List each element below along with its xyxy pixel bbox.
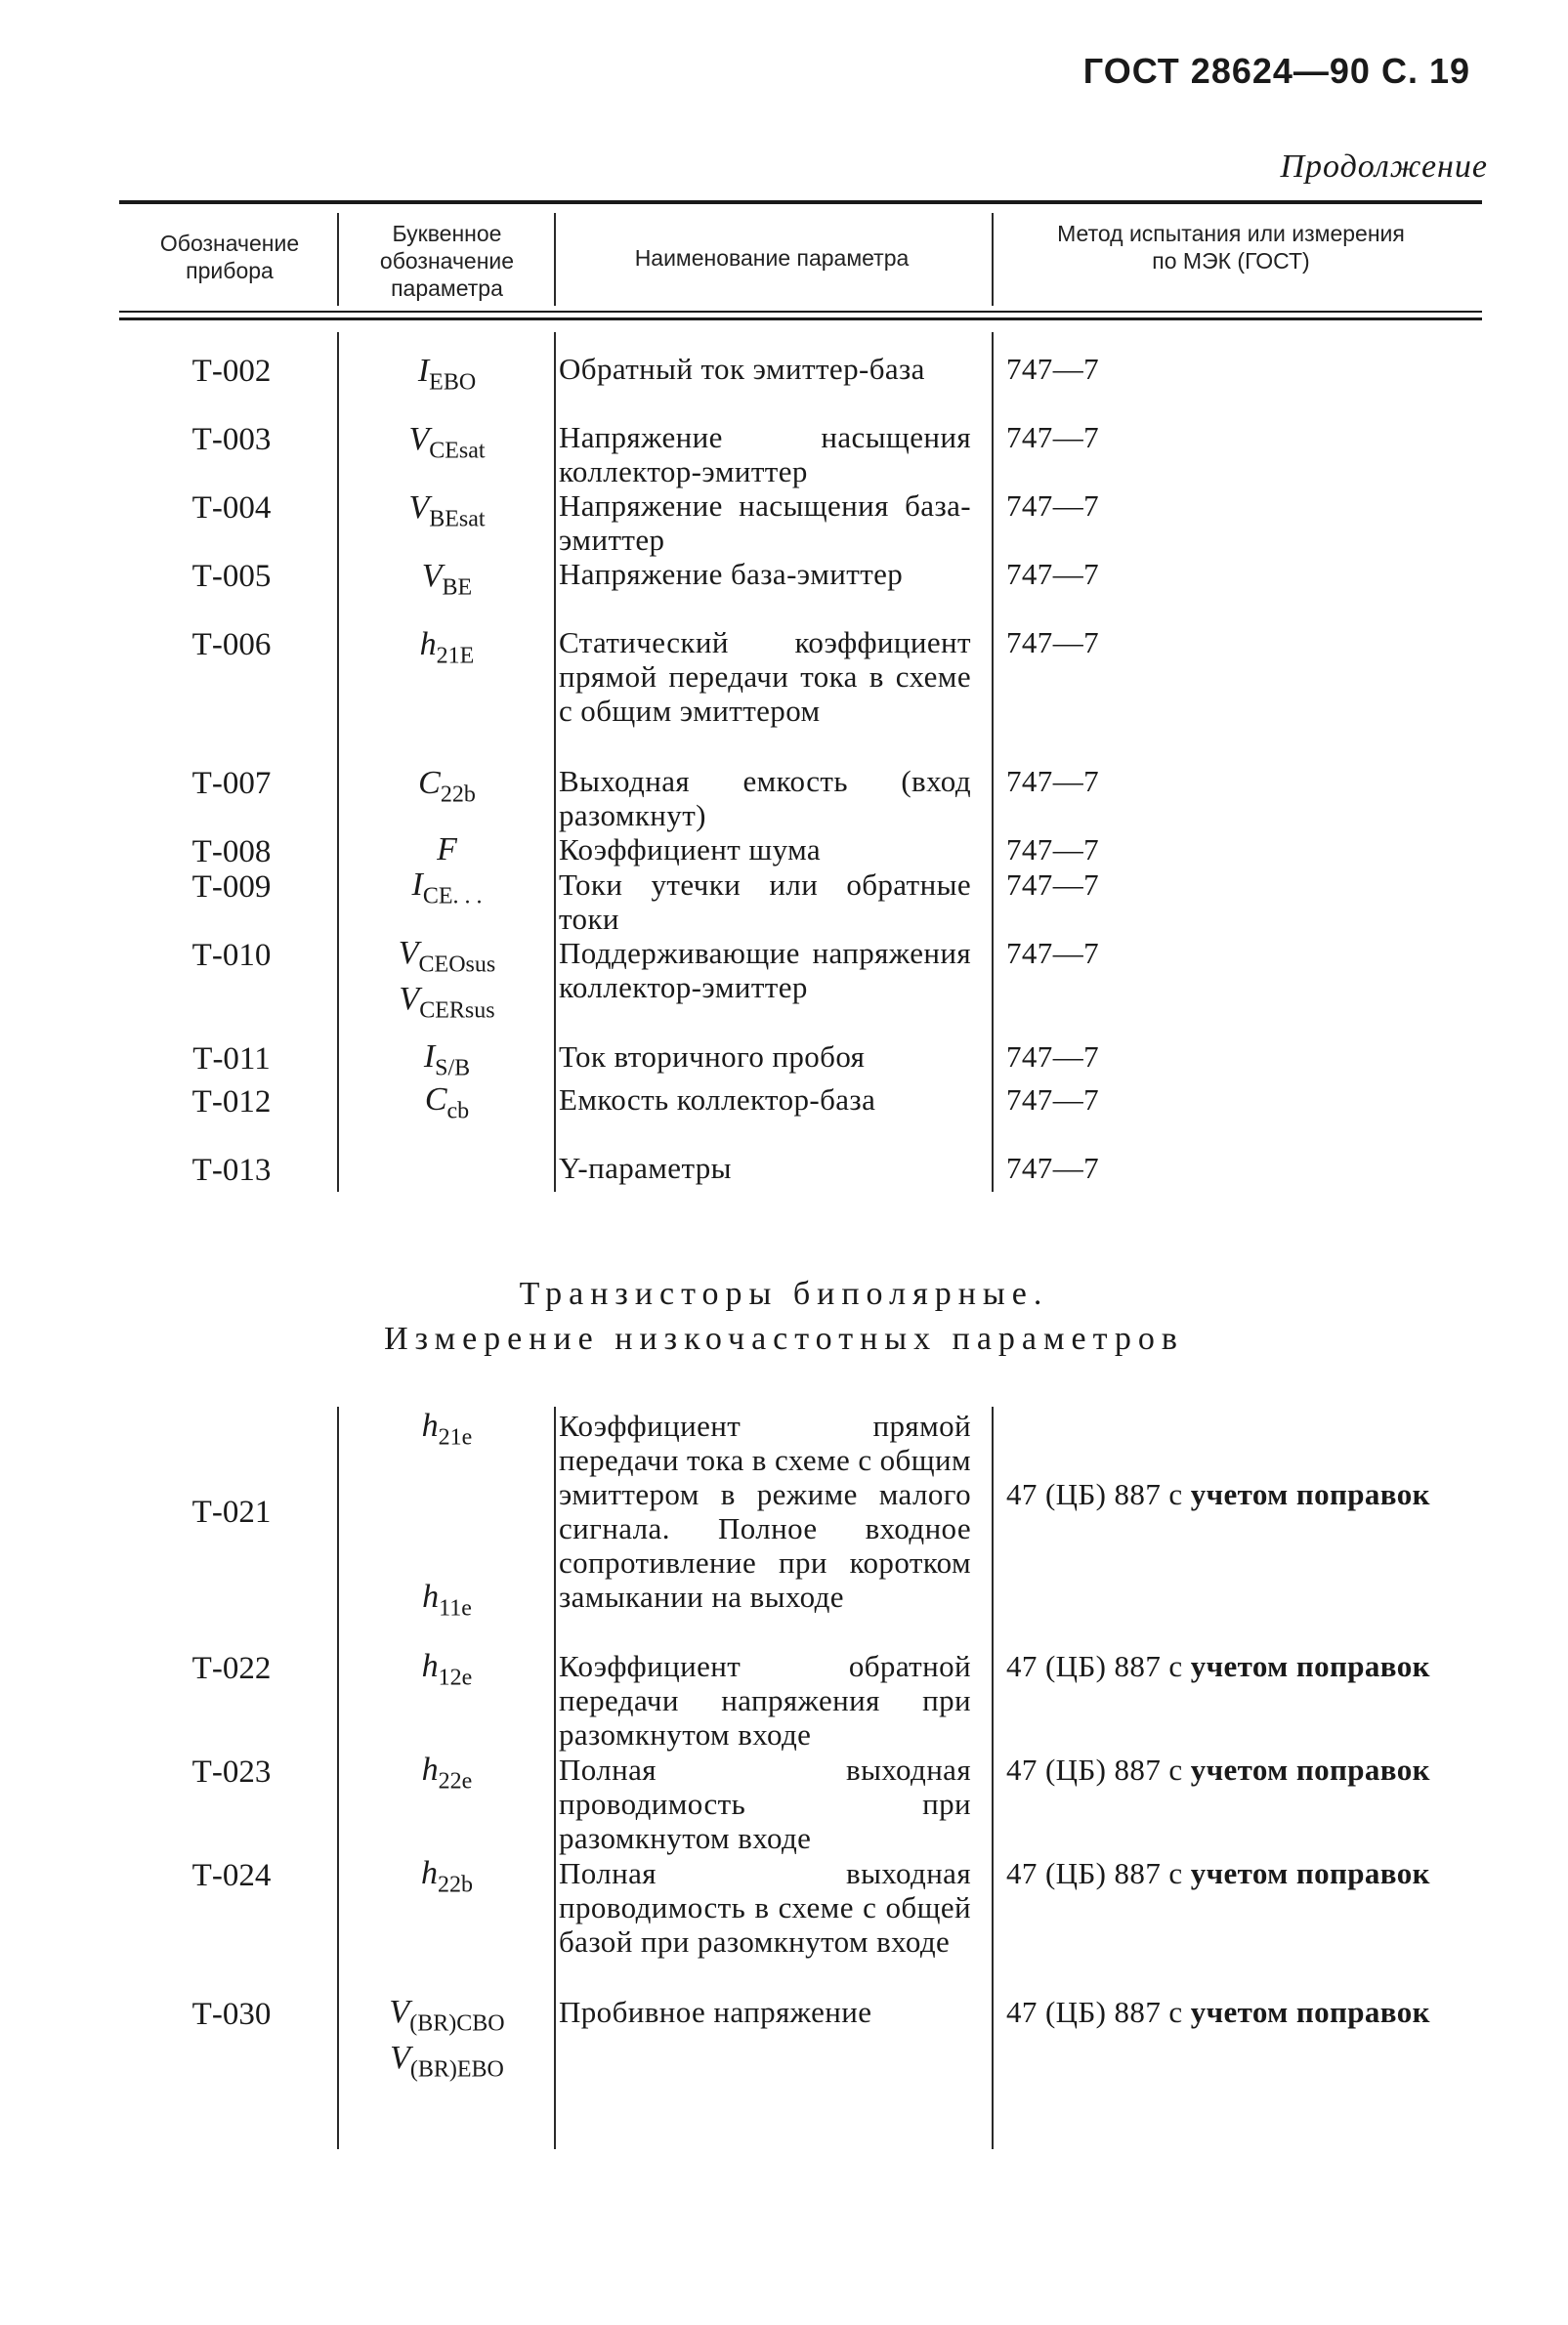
test-method: 747—7 (1006, 420, 1099, 454)
test-method: 747—7 (1006, 625, 1099, 659)
test-method: 747—7 (1006, 832, 1099, 867)
symbol-letter: V (421, 558, 443, 594)
section-title: Транзисторы биполярные. (519, 1276, 1049, 1312)
method-ref: 47 (ЦБ) 887 с (1006, 1995, 1183, 2029)
device-code: Т-023 (191, 1754, 272, 1790)
parameter-symbol (337, 490, 557, 536)
symbol-line (337, 1995, 557, 2041)
symbol-letter: I (411, 867, 423, 903)
symbol-letter: V (408, 489, 430, 526)
column-divider (554, 213, 556, 306)
symbol-line (337, 2041, 557, 2087)
column-divider (337, 213, 339, 306)
symbol-letter: C (424, 1081, 447, 1118)
device-code: Т-002 (191, 354, 272, 389)
page-reference: ГОСТ 28624—90 С. 19 (1082, 51, 1470, 91)
device-code: Т-003 (191, 422, 272, 457)
parameter-symbol (337, 1039, 557, 1085)
parameter-symbol (337, 1753, 557, 1798)
symbol-letter: h (421, 1855, 438, 1891)
test-method: 747—7 (1006, 488, 1099, 523)
test-method: 747—7 (1006, 867, 1099, 902)
test-method: 747—7 (1006, 1039, 1099, 1074)
symbol-subscript: CEOsus (418, 951, 496, 978)
header-rule-double (119, 317, 1482, 320)
parameter-symbol (337, 559, 557, 605)
test-method (1006, 1995, 1485, 2029)
parameter-name: Обратный ток эмиттер-база (559, 352, 925, 386)
symbol-line (337, 936, 557, 982)
test-method (1006, 1753, 1485, 1787)
symbol-subscript: 22b (438, 1872, 473, 1898)
symbol-subscript: (BR)EBO (409, 2056, 504, 2083)
symbol-subscript: 22b (440, 782, 476, 808)
parameter-symbol (337, 1649, 557, 1695)
symbol-subscript: cb (446, 1098, 470, 1124)
parameter-symbol (337, 1082, 557, 1128)
test-method: 747—7 (1006, 557, 1099, 591)
device-code: Т-007 (191, 766, 272, 801)
symbol-subscript: CEsat (429, 438, 486, 464)
parameter-symbol (337, 867, 557, 913)
parameter-name: Выходная емкость (вход разомкнут) (559, 764, 971, 832)
parameter-name: Коэффициент прямой передачи тока в схеме с общим эмиттером в режиме малого сигнала. Полное входное сопротивление при коротком замыкании на выходе (559, 1409, 971, 1614)
method-note: учетом поправок (1190, 1649, 1430, 1683)
symbol-letter: I (423, 1038, 436, 1075)
parameter-symbol (337, 936, 557, 1029)
symbol-letter: C (418, 765, 441, 801)
method-ref: 47 (ЦБ) 887 с (1006, 1856, 1183, 1890)
symbol-letter: h (419, 626, 437, 662)
continuation-label: Продолжение (1280, 148, 1488, 185)
device-code: Т-010 (191, 938, 272, 973)
symbol-letter: h (421, 1408, 439, 1444)
symbol-letter: V (390, 2040, 410, 2077)
symbol-line (337, 1580, 557, 1626)
symbol-subscript: CE. . . (422, 883, 483, 909)
method-note: учетом поправок (1190, 1477, 1430, 1511)
test-method: 747—7 (1006, 936, 1099, 970)
parameter-name: Напряжение база-эмиттер (559, 557, 904, 591)
header-device-designation: Обозначение прибора (159, 231, 300, 283)
device-code: Т-009 (191, 869, 272, 905)
symbol-subscript: 12e (438, 1665, 473, 1691)
symbol-subscript: BE (442, 574, 473, 601)
header-letter-symbol: Буквенное обозначение параметра (379, 221, 515, 301)
device-code: Т-005 (191, 559, 272, 594)
device-code: Т-030 (191, 1997, 272, 2032)
header-parameter-name: Наименование параметра (634, 245, 910, 271)
parameter-symbol (337, 1995, 557, 2088)
method-note: учетом поправок (1190, 1995, 1430, 2029)
symbol-subscript: EBO (429, 369, 477, 396)
symbol-subscript: (BR)CBO (409, 2010, 505, 2037)
column-divider (992, 1407, 994, 2149)
column-divider (992, 213, 994, 306)
symbol-subscript: 11e (439, 1595, 472, 1622)
symbol-line (337, 1409, 557, 1455)
device-code: Т-022 (191, 1651, 272, 1686)
parameter-name: Y-параметры (559, 1151, 732, 1185)
parameter-name: Поддерживающие напряжения коллектор-эмиттер (559, 936, 971, 1004)
symbol-letter: h (421, 1648, 439, 1684)
parameter-name: Напряжение насыщения коллектор-эмиттер (559, 420, 971, 488)
test-method (1006, 1856, 1485, 1890)
parameter-symbol (337, 354, 557, 400)
symbol-subscript: S/B (435, 1055, 471, 1081)
device-code: Т-006 (191, 627, 272, 662)
symbol-letter: h (421, 1752, 439, 1788)
header-rule (119, 311, 1482, 313)
parameter-name: Коэффициент шума (559, 832, 822, 867)
symbol-subscript: BEsat (429, 506, 486, 532)
parameter-name: Статический коэффициент прямой передачи тока в схеме с общим эмиттером (559, 625, 971, 728)
parameter-name: Напряжение насыщения база-эмиттер (559, 488, 971, 557)
header-test-method: Метод испытания или измерения по МЭК (ГОСТ) (1057, 221, 1405, 274)
symbol-letter: I (417, 353, 430, 389)
device-code: Т-004 (191, 490, 272, 526)
test-method: 747—7 (1006, 352, 1099, 386)
symbol-letter: V (398, 935, 419, 971)
device-code: Т-013 (191, 1153, 272, 1188)
parameter-name: Пробивное напряжение (559, 1995, 872, 2029)
test-method (1006, 1477, 1485, 1511)
symbol-subscript: CERsus (419, 997, 495, 1024)
symbol-line (337, 982, 557, 1028)
parameter-name: Полная выходная проводимость при разомкнутом входе (559, 1753, 971, 1855)
symbol-letter: F (437, 831, 457, 867)
method-note: учетом поправок (1190, 1753, 1430, 1787)
parameter-symbol (337, 1856, 557, 1902)
test-method: 747—7 (1006, 1082, 1099, 1117)
parameter-name: Ток вторичного пробоя (559, 1039, 866, 1074)
symbol-letter: h (422, 1579, 440, 1616)
device-code: Т-021 (191, 1495, 272, 1530)
method-ref: 47 (ЦБ) 887 с (1006, 1477, 1183, 1511)
symbol-letter: V (408, 421, 430, 457)
symbol-subscript: 22e (438, 1768, 473, 1795)
column-divider (992, 332, 994, 1192)
device-code: Т-011 (192, 1041, 271, 1077)
parameter-symbol (337, 422, 557, 468)
method-ref: 47 (ЦБ) 887 с (1006, 1649, 1183, 1683)
symbol-subscript: 21e (438, 1424, 473, 1451)
test-method: 747—7 (1006, 1151, 1099, 1185)
symbol-subscript: 21E (436, 643, 475, 669)
test-method: 747—7 (1006, 764, 1099, 798)
symbol-letter: V (389, 1994, 410, 2030)
test-method (1006, 1649, 1485, 1683)
parameter-name: Токи утечки или обратные токи (559, 867, 971, 936)
symbol-letter: V (399, 981, 420, 1018)
parameter-symbol (337, 1408, 557, 1622)
device-code: Т-012 (191, 1084, 272, 1120)
device-code: Т-008 (191, 834, 272, 869)
device-code: Т-024 (191, 1858, 272, 1893)
method-ref: 47 (ЦБ) 887 с (1006, 1753, 1183, 1787)
method-note: учетом поправок (1190, 1856, 1430, 1890)
parameter-name: Коэффициент обратной передачи напряжения при разомкнутом входе (559, 1649, 971, 1752)
section-subtitle: Измерение низкочастотных параметров (384, 1321, 1184, 1357)
parameter-symbol (337, 766, 557, 812)
parameter-name: Полная выходная проводимость в схеме с общей базой при разомкнутом входе (559, 1856, 971, 1959)
parameter-symbol (337, 627, 557, 673)
table-top-rule (119, 200, 1482, 204)
parameter-name: Емкость коллектор-база (559, 1082, 876, 1117)
